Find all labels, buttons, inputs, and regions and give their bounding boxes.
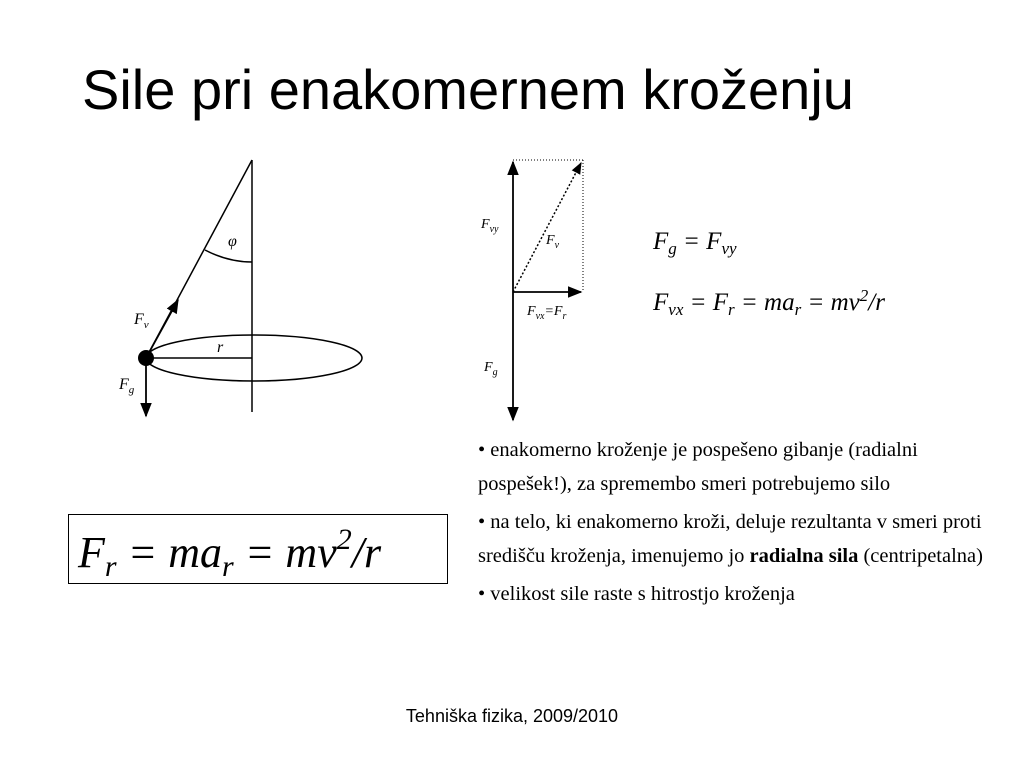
angle-arc <box>205 250 252 262</box>
fvx-fr-label: $F_{vx}=F_r$ <box>527 304 567 322</box>
angle-label: φ <box>228 233 237 250</box>
fg-label: $F_g$ <box>484 360 498 378</box>
fv-dotted-arrow <box>513 163 581 292</box>
r-label: r <box>217 339 224 356</box>
force-decomposition-diagram <box>470 150 610 430</box>
equation-fvx-fr: $F_{vx} = F_r = ma_r = mv^2/r$ <box>653 286 885 319</box>
bullet-list <box>478 433 1008 615</box>
bullet-item: • na telo, ki enakomerno kroži, deluje rezultanta v smeri proti središču kroženja, imenujemo jo radialna sila (centripetalna) <box>478 511 983 567</box>
boxed-formula: $F_r = ma_r = mv^2/r$ <box>68 514 448 584</box>
bullet-item: • enakomerno kroženje je pospešeno gibanje (radialni pospešek!), za spremembo smeri potrebujemo silo <box>478 439 918 495</box>
slide-footer: Tehniška fizika, 2009/2010 <box>405 706 619 726</box>
fv-label: $F_v$ <box>546 233 560 251</box>
fvy-label: $F_{vy}$ <box>481 217 499 235</box>
fv-label: $F_v$ <box>134 311 149 331</box>
fv-arrow <box>146 300 178 358</box>
equation-fg-fvy: $F_g = F_{vy}$ <box>653 228 737 258</box>
fg-label: $F_g$ <box>119 376 135 396</box>
slide-title: Sile pri enakomernem kroženju <box>82 58 854 121</box>
bullet-item: • velikost sile raste s hitrostjo kroženja <box>478 583 795 605</box>
conical-pendulum-diagram <box>100 150 380 430</box>
mass-dot <box>138 350 154 366</box>
